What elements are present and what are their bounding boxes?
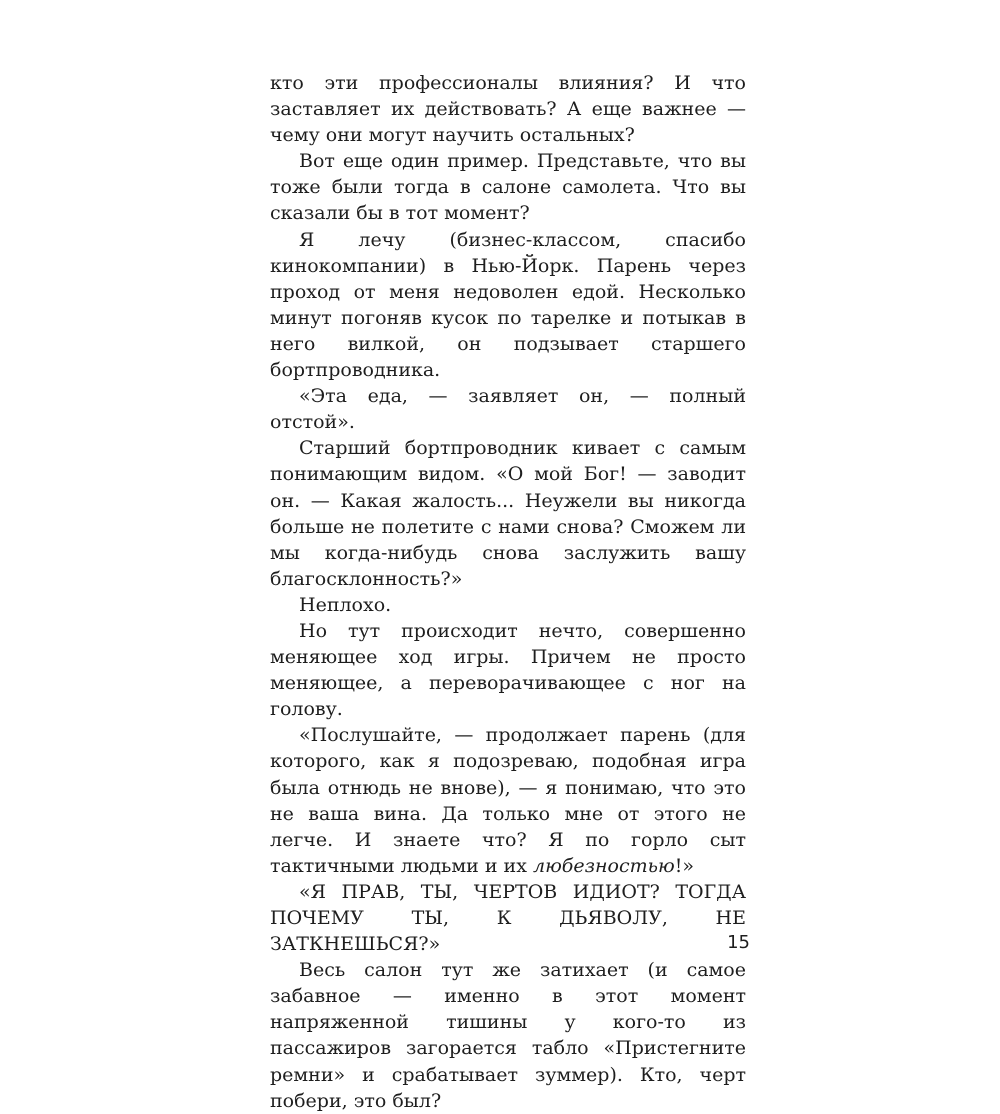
paragraph-5: Старший бортпроводник кивает с самым понимающим видом. «О мой Бог! — заводит он. — Какая жалость... Неужели вы никогда больше не полетите с нами снова? Сможем ли мы когда-нибудь снова заслужить вашу благосклонность?»	[270, 437, 746, 590]
paragraph-3: Я лечу (бизнес-классом, спасибо кинокомпании) в Нью-Йорк. Парень через проход от меня недоволен едой. Несколько минут погоняв кусок по тарелке и потыкав в него вилкой, он подзывает старшего бортпроводника.	[270, 228, 746, 382]
paragraph-10: Весь салон тут же затихает (и самое забавное — именно в этот момент напряженной тишины у кого-то из пассажиров загорается табло «Пристегните ремни» и срабатывает зуммер). Кто, черт побери, это был?	[270, 959, 746, 1112]
paragraph-6: Неплохо.	[299, 593, 392, 616]
paragraph-8-text-before: «Послушайте, — продолжает парень (для которого, как я подозреваю, подобная игра была отнюдь не внове), — я понимаю, что это не ваша вина. Да только мне от этого не легче. И знаете что? Я по горло сыт тактичными людьми и их	[270, 724, 746, 877]
paragraph-8-text-after: !»	[674, 854, 694, 877]
page-number: 15	[727, 932, 750, 953]
paragraph-7: Но тут происходит нечто, совершенно меняющее ход игры. Причем не просто меняющее, а переворачивающее с ног на голову.	[270, 619, 746, 721]
paragraph-9: «Я ПРАВ, ТЫ, ЧЕРТОВ ИДИОТ? ТОГДА ПОЧЕМУ ТЫ, К ДЬЯВОЛУ, НЕ ЗАТКНЕШЬСЯ?»	[270, 880, 746, 956]
paragraph-8	[270, 722, 746, 879]
paragraph-8-emphasis: любезностью	[532, 854, 675, 877]
paragraph-2: Вот еще один пример. Представьте, что вы тоже были тогда в салоне самолета. Что вы сказали бы в тот момент?	[270, 150, 746, 225]
paragraph-4: «Эта еда, — заявляет он, — полный отстой».	[270, 385, 746, 434]
body-text	[270, 70, 746, 1114]
paragraph-1: кто эти профессионалы влияния? И что заставляет их действовать? А еще важнее — чему они могут научить остальных?	[270, 72, 746, 147]
